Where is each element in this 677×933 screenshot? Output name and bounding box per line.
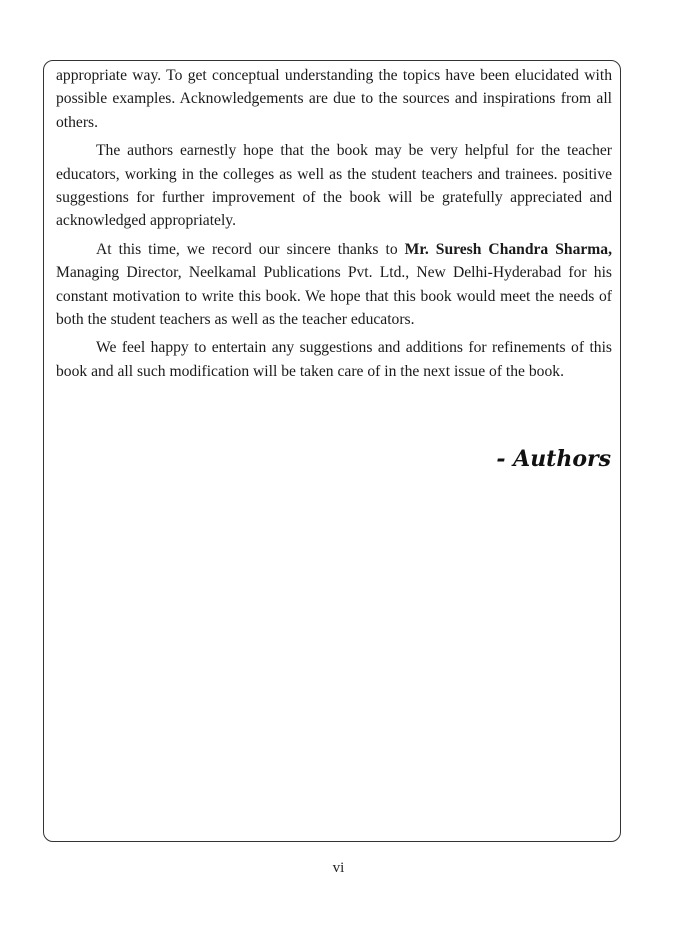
paragraph-acknowledgements: appropriate way. To get conceptual understanding the topics have been elucidated with possible examples. Acknowledgements are due to the sources and inspirations from all others. [56, 67, 612, 131]
thanks-name: Mr. Suresh Chandra Sharma, [404, 240, 612, 258]
paragraph-suggestions: We feel happy to entertain any suggestions and additions for refinements of this book and all such modification will be taken care of in the next issue of the book. [56, 339, 612, 380]
preface-body [56, 64, 612, 388]
page-number: vi [332, 860, 345, 876]
thanks-text-before: At this time, we record our sincere thanks to [96, 240, 405, 258]
paragraph-thanks [56, 238, 612, 332]
paragraph-hope: The authors earnestly hope that the book may be very helpful for the teacher educators, working in the colleges as well as the student teachers and trainees. positive suggestions for further improvement of the book will be gratefully appreciated and acknowledged appropriately. [56, 142, 612, 230]
thanks-text-after: Managing Director, Neelkamal Publications Pvt. Ltd., New Delhi-Hyderabad for his constant motivation to write this book. We hope that this book would meet the needs of both the student teachers as well as the teacher educators. [56, 264, 612, 329]
authors-signature: - Authors [496, 446, 611, 472]
